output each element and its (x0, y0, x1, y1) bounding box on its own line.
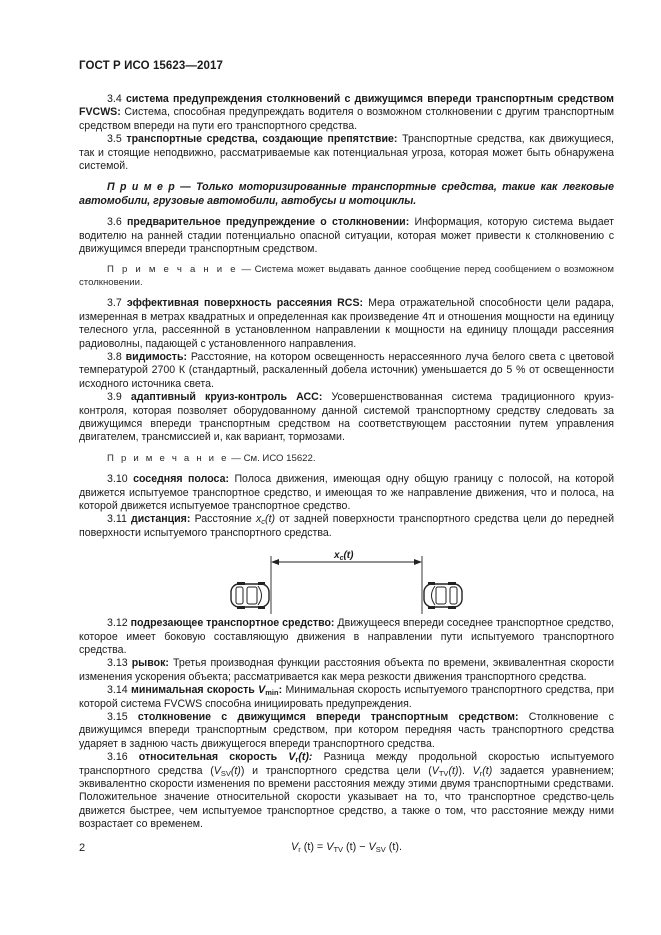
page-number: 2 (79, 842, 86, 854)
formula-v: V (368, 840, 376, 853)
clause-3-13 (79, 657, 614, 684)
clause-3-7 (79, 297, 614, 351)
var-v: V (213, 764, 221, 777)
clause-3-16 (79, 751, 614, 831)
clause-number: 3.9 (107, 391, 122, 404)
variable-x-subscript: c (261, 517, 266, 527)
clause-number: 3.16 (107, 751, 128, 764)
definition: Движущееся впереди соседнее транспортное средство, которое имеет боковую составляющую движения в направлении пути испытуемого транспортного средства. (79, 617, 615, 656)
clause-number: 3.8 (107, 350, 122, 363)
definition: Столкновение с движущимся впереди транспортным средством, при котором передняя часть транспортного средства ударяет в заднюю часть движущегося впереди транспортного средства. (79, 711, 614, 750)
clause-3-4 (79, 93, 614, 133)
clause-3-6 (79, 216, 614, 256)
definition: Система, способная предупреждать водителя о возможном столкновении с другим транспортным средством впереди на пути его транспортного средства. (79, 106, 614, 132)
term (131, 684, 282, 696)
var-arg: (t) (448, 764, 459, 777)
definition-part: ). (458, 764, 473, 777)
var-sub: TV (438, 768, 449, 778)
relative-speed-formula (79, 841, 614, 854)
clause-3-8 (79, 351, 614, 391)
distance-diagram-svg (79, 540, 614, 614)
formula-sub: r (298, 844, 301, 854)
distance-diagram (79, 540, 614, 614)
clause-3-12 (79, 617, 614, 657)
clause-number: 3.11 (107, 513, 127, 526)
formula-v: V (291, 840, 299, 853)
note-lead: П р и м е ч а н и е (107, 452, 229, 464)
term: подрезающее транспортное средство: (130, 617, 335, 630)
definition: Расстояние, на котором освещенность нерассеянного луча белого света с цветовой температурой 2700 К (стандартный, раскаленный добела источник) уменьшается до 5 % от освещенности исходного источника света. (79, 350, 614, 390)
clause-3-15 (79, 711, 614, 751)
clause-3-11 (79, 513, 614, 540)
clause-3-14 (79, 684, 614, 711)
definition: Полоса движения, имеющая одну общую границу с полосой, на которой движется испытуемое транспортное средство, и имеющая то же направление движения, что и полоса, на которой движется испытуемое транспортное средство. (79, 473, 614, 512)
definition-part: ) и транспортного средства цели ( (240, 764, 432, 777)
definition-part-a: Расстояние (190, 513, 256, 526)
definition-part: Разница между продольной скоростью испытуемого транспортного средства ( (79, 751, 614, 777)
term: система предупреждения столкновений с движущимся впереди транспортным средством FVCWS: (79, 93, 614, 119)
clause-number: 3.10 (107, 473, 128, 486)
clause-number: 3.15 (107, 711, 128, 724)
clause-number: 3.7 (107, 297, 122, 310)
note-2 (79, 453, 614, 465)
target-vehicle-icon (231, 582, 269, 609)
term-subscript: r (295, 755, 299, 765)
variable-time: (t) (265, 513, 276, 526)
clause-3-5 (79, 133, 614, 173)
definition-part-b: от задней поверхности транспортного средства цели до передней поверхности испытуемого транспортного средства. (79, 513, 615, 539)
clause-3-9 (79, 391, 614, 445)
clause-number: 3.14 (107, 684, 128, 697)
term: рывок: (131, 657, 169, 670)
clause-3-10 (79, 473, 614, 513)
page-header: ГОСТ Р ИСО 15623—2017 (79, 60, 224, 72)
formula-part: (t). (385, 840, 402, 853)
clause-number: 3.4 (107, 93, 122, 105)
note-text: — Система может выдавать данное сообщение перед сообщением о возможном столкновении. (79, 264, 614, 288)
var-v: V (431, 764, 439, 777)
term-end: (t): (298, 751, 313, 764)
formula-part: (t) − (343, 840, 369, 853)
definition: Минимальная скорость испытуемого транспортного средства, при которой система FVCWS способна инициировать предупреждения. (79, 684, 614, 710)
example-lead: П р и м е р (107, 181, 175, 194)
definition: Усовершенствованная система традиционного круиз-контроля, которая позволяет оборудованному данной системой транспортному средству следовать за движущимся впереди транспортным средством на соответствующем расстоянии путем управления двигателем, трансмиссией и, как вариант, тормозами. (79, 391, 614, 444)
definition-part: задается уравнением; эквивалентно скорости изменения по времени расстояния между этими двумя транспортными средствами. Положительное значение относительной скорости указывает на то, что транспортное средство-цель движется быстрее, чем испытуемое транспортное средство, а также о том, что расстояние между ними возрастает со временем. (79, 764, 615, 831)
note-1 (79, 264, 614, 289)
clause-number: 3.5 (107, 133, 122, 146)
formula-sub: SV (375, 844, 386, 854)
term-text: минимальная скорость (130, 684, 259, 697)
term-subscript: min (265, 688, 279, 698)
document-body (79, 93, 614, 854)
var-arg: (t) (230, 764, 241, 777)
formula-sub: TV (333, 844, 344, 854)
definition: Мера отражательной способности цели радара, измеренная в метрах квадратных и определенная как произведение 4π и отношения мощности на единицу телесного угла, рассеянной в установленном направлении к мощности на единицу площади рассеяния радиоволны, падающей с установленного направления. (79, 297, 614, 350)
term: транспортные средства, создающие препятствие: (126, 133, 398, 146)
variable-x: x (256, 513, 262, 526)
term-variable: V (258, 684, 266, 697)
note-lead: П р и м е ч а н и е (107, 264, 238, 276)
term-variable: V (288, 751, 296, 764)
term: видимость: (125, 350, 187, 363)
term (139, 751, 313, 763)
subject-vehicle-icon (424, 582, 462, 609)
example-paragraph (79, 181, 614, 208)
term: предварительное предупреждение о столкновении: (126, 216, 410, 229)
clause-number: 3.6 (107, 216, 122, 229)
dimension-label: $x_c(t)$ (334, 550, 354, 563)
note-text: — См. ИСО 15622. (228, 452, 316, 464)
clause-number: 3.12 (107, 617, 128, 630)
definition: Информация, которую система выдает водителю на ранней стадии потенциально опасной ситуации, которая может привести к столкновению с движущимся впереди транспортным средством. (79, 216, 614, 256)
var-sub: r (479, 768, 483, 778)
var-arg: (t) (482, 764, 493, 777)
formula-v: V (326, 840, 334, 853)
term: дистанция: (131, 513, 191, 526)
term: адаптивный круиз-контроль АСС: (130, 391, 323, 404)
var-v: V (472, 764, 480, 777)
example-text: — Только моторизированные транспортные средства, такие как легковые автомобили, грузовые автомобили, автобусы и мотоциклы. (79, 181, 614, 207)
term: соседняя полоса: (133, 473, 229, 486)
definition: Третья производная функции расстояния объекта по времени, эквивалентная скорости изменения ускорения объекта; рассматривается как мера резкости движения транспортного средства. (79, 657, 614, 683)
term: эффективная поверхность рассеяния RCS: (126, 297, 364, 310)
definition: Транспортные средства, как движущиеся, так и стоящие неподвижно, рассматриваемые как потенциальная угроза, которая может быть обнаружена системой. (79, 133, 614, 173)
term-text: относительная скорость (138, 751, 289, 764)
clause-number: 3.13 (107, 657, 128, 670)
term-end: : (278, 684, 283, 697)
term: столкновение с движущимся впереди транспортным средством: (137, 711, 519, 724)
var-sub: SV (220, 768, 231, 778)
formula-part: (t) = (300, 840, 327, 853)
